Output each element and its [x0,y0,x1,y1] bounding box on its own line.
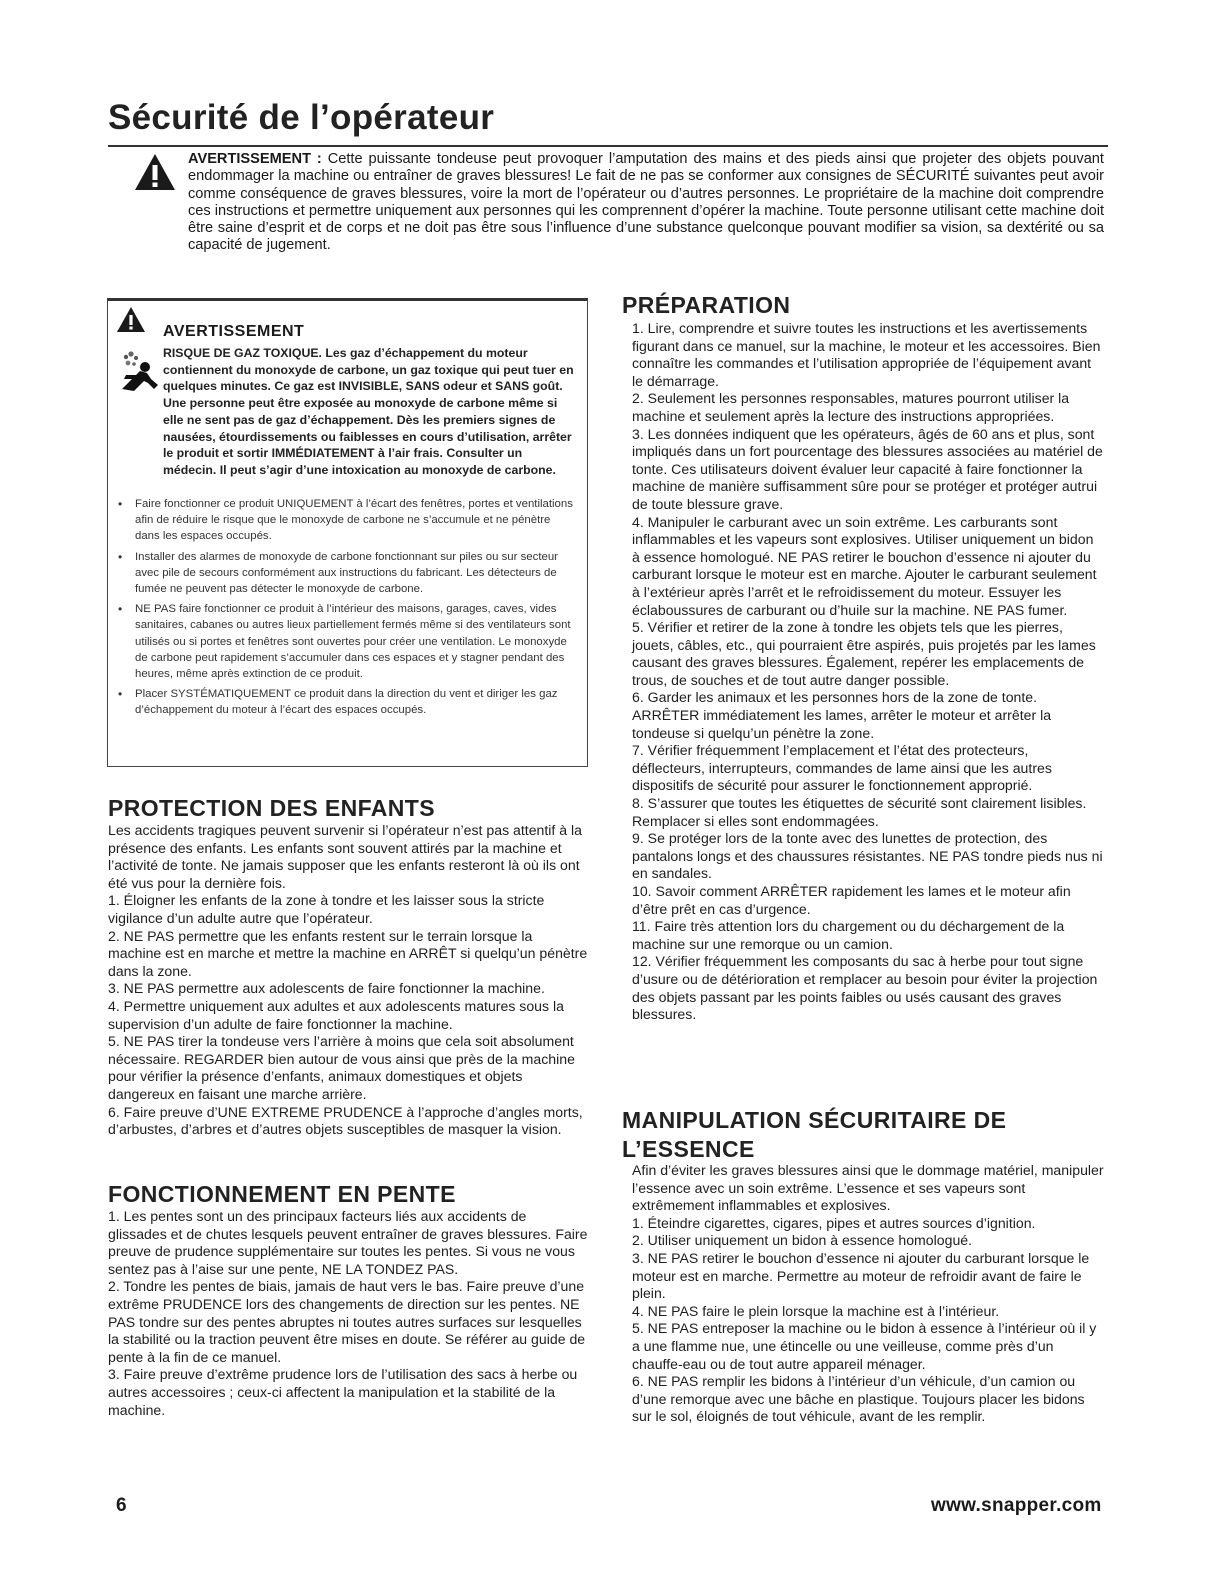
list-item: • Placer SYSTÉMATIQUEMENT ce produit dans la direction du vent et diriger les gaz d’échappement du moteur à l’écart des espaces occupés. [116,686,578,718]
paragraph: 2. NE PAS permettre que les enfants restent sur le terrain lorsque la machine est en marche et mettre la machine en ARRÊT si quelqu’un pénètre dans la zone. [108,927,588,979]
section-body-manipulation-essence [632,1162,1104,1426]
paragraph: 4. NE PAS faire le plein lorsque la machine est à l’intérieur. [632,1302,1000,1319]
paragraph: Afin d’éviter les graves blessures ainsi que le dommage matériel, manipuler l’essence avec un soin extrême. L’essence et ses vapeurs sont extrêmement inflammables et explosives. [632,1162,1104,1214]
section-body-protection-enfants [108,822,588,1139]
section-body-fonctionnement-pente [108,1208,588,1419]
website-link[interactable]: www.snapper.com [931,1495,1102,1516]
paragraph: 5. Vérifier et retirer de la zone à tondre les objets tels que les pierres, jouets, câbles, etc., qui pourraient être aspirés, puis projetés par les lames causant des graves blessures. Également, repérer les emplacements de trous, de souches et de tout autre danger possible. [632,619,1096,688]
list-item: • NE PAS faire fonctionner ce produit à l’intérieur des maisons, garages, caves, vides sanitaires, cabanes ou autres lieux partiellement fermés même si des ventilateurs sont utilisés ou si portes et fenêtres sont ouvertes pour créer une ventilation. Le monoxyde de carbone peut rapidement s’accumuler dans ces espaces et y stagner pendant des heures, même après extinction de ce produit. [116,601,578,682]
paragraph: 2. Seulement les personnes responsables, matures pourront utiliser la machine et seulement après la lecture des instructions appropriées. [632,390,1070,424]
paragraph: 6. Garder les animaux et les personnes hors de la zone de tonte. ARRÊTER immédiatement les lames, arrêter le moteur et arrêter la tondeuse si quelqu’un pénètre la zone. [632,689,1052,741]
section-body-preparation [632,320,1104,1024]
page-title: Sécurité de l’opérateur [108,98,495,137]
top-warning-lead: AVERTISSEMENT : [188,151,322,167]
section-heading-manipulation-essence [622,1106,1006,1164]
section-heading-preparation: PRÉPARATION [622,292,791,318]
paragraph: 12. Vérifier fréquemment les composants du sac à herbe pour tout signe d’usure ou de détérioration et remplacer au besoin pour éviter la projection des objets passant par les points faibles ou usés causant des graves blessures. [632,953,1098,1023]
paragraph: 8. S’assurer que toutes les étiquettes de sécurité sont clairement lisibles. Remplacer si elles sont endommagées. [632,795,1087,829]
paragraph: 4. Manipuler le carburant avec un soin extrême. Les carburants sont inflammables et les vapeurs sont explosives. Utiliser uniquement un bidon à essence homologué. NE PAS retirer le bouchon d’essence ni ajouter du carburant lorsque le moteur est en marche. Ajouter le carburant seulement à l’extérieur après l’arrêt et le refroidissement du moteur. Essuyer les éclaboussures de carburant ou d’huile sur la machine. NE PAS fumer. [632,513,1097,618]
warning-triangle-icon [133,152,177,192]
paragraph: 5. NE PAS tirer la tondeuse vers l’arrière à moins que cela soit absolument nécessaire. REGARDER bien autour de vous ainsi que près de la machine pour vérifier la présence d’enfants, animaux domestiques et objets dangereux en faisant une marche arrière. [108,1033,575,1102]
co-warning-list [116,496,578,723]
co-warning-box [107,298,588,767]
co-warning-title: AVERTISSEMENT [163,323,305,340]
page-number: 6 [116,1495,127,1516]
heading-line: L’ESSENCE [622,1136,755,1162]
paragraph: 3. NE PAS permettre aux adolescents de faire fonctionner la machine. [108,980,545,997]
list-item: • Installer des alarmes de monoxyde de carbone fonctionnant sur piles ou sur secteur avec pile de secours conformément aux instructions du fabricant. Les détecteurs de fumée ne peuvent pas détecter le monoxyde de carbone. [116,549,578,598]
title-divider [108,145,1108,147]
toxic-gas-person-icon [114,349,160,393]
paragraph: 9. Se protéger lors de la tonte avec des lunettes de protection, des pantalons longs et des chaussures résistantes. NE PAS tondre pieds nus ni en sandales. [632,830,1103,882]
section-heading-fonctionnement-pente: FONCTIONNEMENT EN PENTE [108,1181,456,1207]
paragraph: 10. Savoir comment ARRÊTER rapidement les lames et le moteur afin d’être prêt en cas d’urgence. [632,883,1071,917]
paragraph: 1. Les pentes sont un des principaux facteurs liés aux accidents de glissades et de chutes lesquels peuvent entraîner de graves blessures. Faire preuve de prudence supplémentaire sur toutes les pentes. Si vous ne vous sentez pas à l’aise sur une pente, NE LA TONDEZ PAS. [108,1208,588,1277]
heading-line: MANIPULATION SÉCURITAIRE DE [622,1107,1007,1133]
paragraph: 6. Faire preuve d’UNE EXTREME PRUDENCE à l’approche d’angles morts, d’arbustes, d’arbres et d’autres objets susceptibles de masquer la vision. [108,1103,583,1138]
paragraph: 3. Faire preuve d’extrême prudence lors de l’utilisation des sacs à herbe ou autres accessoires ; ceux-ci affectent la manipulation et la stabilité de la machine. [108,1366,578,1418]
paragraph: 2. Utiliser uniquement un bidon à essence homologué. [632,1232,973,1249]
top-warning-body: Cette puissante tondeuse peut provoquer l’amputation des mains et des pieds ainsi que projeter des objets pouvant endommager la machine ou entraîner de graves blessures! Le fait de ne pas se conformer aux consignes de SÉCURITÉ suivantes peut avoir comme conséquence de graves blessures, voire la mort de l’opérateur ou d’autres personnes. Le propriétaire de la machine doit comprendre ces instructions et permettre uniquement aux personnes qui les comprennent d’opérer la machine. Toute personne utilisant cette machine doit être saine d’esprit et de corps et ne doit pas être sous l’influence d’une substance quelconque pouvant modifier sa vision, sa dextérité ou sa capacité de jugement. [188,151,1104,254]
paragraph: 1. Lire, comprendre et suivre toutes les instructions et les avertissements figurant dans ce manuel, sur la machine, le moteur et les accessoires. Bien connaître les commandes et l’utilisation appropriée de l’équipement avant le démarrage. [632,320,1101,389]
paragraph: 3. Les données indiquent que les opérateurs, âgés de 60 ans et plus, sont impliqués dans un fort pourcentage des blessures associées au matériel de tonte. Ces utilisateurs doivent évaluer leur capacité à faire fonctionner la machine de manière suffisamment sûre pour se protéger et protéger autrui de toute blessure grave. [632,425,1103,512]
list-item: • Faire fonctionner ce produit UNIQUEMENT à l’écart des fenêtres, portes et ventilations afin de réduire le risque que le monoxyde de carbone ne s’accumule et ne pénètre dans les espaces occupés. [116,496,578,545]
section-heading-protection-enfants: PROTECTION DES ENFANTS [108,795,435,821]
paragraph: 6. NE PAS remplir les bidons à l’intérieur d’un véhicule, d’un camion ou d’une remorque avec une bâche en plastique. Toujours placer les bidons sur le sol, éloignés de tout véhicule, avant de les remplir. [632,1373,1085,1425]
top-warning-text [188,151,1104,255]
paragraph: 2. Tondre les pentes de biais, jamais de haut vers le bas. Faire preuve d’une extrême PRUDENCE lors des changements de direction sur les pentes. NE PAS tondre sur des pentes abruptes ni toutes autres surfaces sur lesquelles la stabilité ou la traction peuvent être mises en doute. Se référer au guide de pente à la fin de ce manuel. [108,1278,586,1365]
paragraph: 3. NE PAS retirer le bouchon d’essence ni ajouter du carburant lorsque le moteur est en marche. Permettre au moteur de refroidir avant de faire le plein. [632,1249,1090,1302]
paragraph: 5. NE PAS entreposer la machine ou le bidon à essence à l’intérieur où il y a une flamme nue, une étincelle ou une veilleuse, comme près d’un chauffe-eau ou de tout autre appareil ménager. [632,1320,1097,1372]
paragraph: 7. Vérifier fréquemment l’emplacement et l’état des protecteurs, déflecteurs, interrupteurs, commandes de lame ainsi que les autres dispositifs de sécurité pour assurer le fonctionnement approprié. [632,742,1052,794]
paragraph: 1. Éteindre cigarettes, cigares, pipes et autres sources d’ignition. [632,1214,1036,1231]
co-warning-body: RISQUE DE GAZ TOXIQUE. Les gaz d’échappement du moteur contiennent du monoxyde de carbone, un gaz toxique qui peut tuer en quelques minutes. Ce gaz est INVISIBLE, SANS odeur et SANS goût. Une personne peut être exposée au monoxyde de carbone même si elle ne sent pas de gaz d’échappement. Dès les premiers signes de nausées, étourdissements ou faiblesses en cours d’utilisation, arrêter le produit et sortir IMMÉDIATEMENT à l’air frais. Consulter un médecin. Il peut s’agir d’une intoxication au monoxyde de carbone. [163,346,574,477]
paragraph: 1. Éloigner les enfants de la zone à tondre et les laisser sous la stricte vigilance d’un adulte autre que l’opérateur. [108,892,545,926]
warning-triangle-icon [116,306,146,333]
paragraph: 4. Permettre uniquement aux adultes et aux adolescents matures sous la supervision d’un adulte de faire fonctionner la machine. [108,997,564,1032]
paragraph: Les accidents tragiques peuvent survenir si l’opérateur n’est pas attentif à la présence des enfants. Les enfants sont souvent attirés par la machine et l’activité de tonte. Ne jamais supposer que les enfants resteront là où ils ont été vus pour la dernière fois. [108,822,582,891]
paragraph: 11. Faire très attention lors du chargement ou du déchargement de la machine sur une remorque ou un camion. [632,918,1065,952]
